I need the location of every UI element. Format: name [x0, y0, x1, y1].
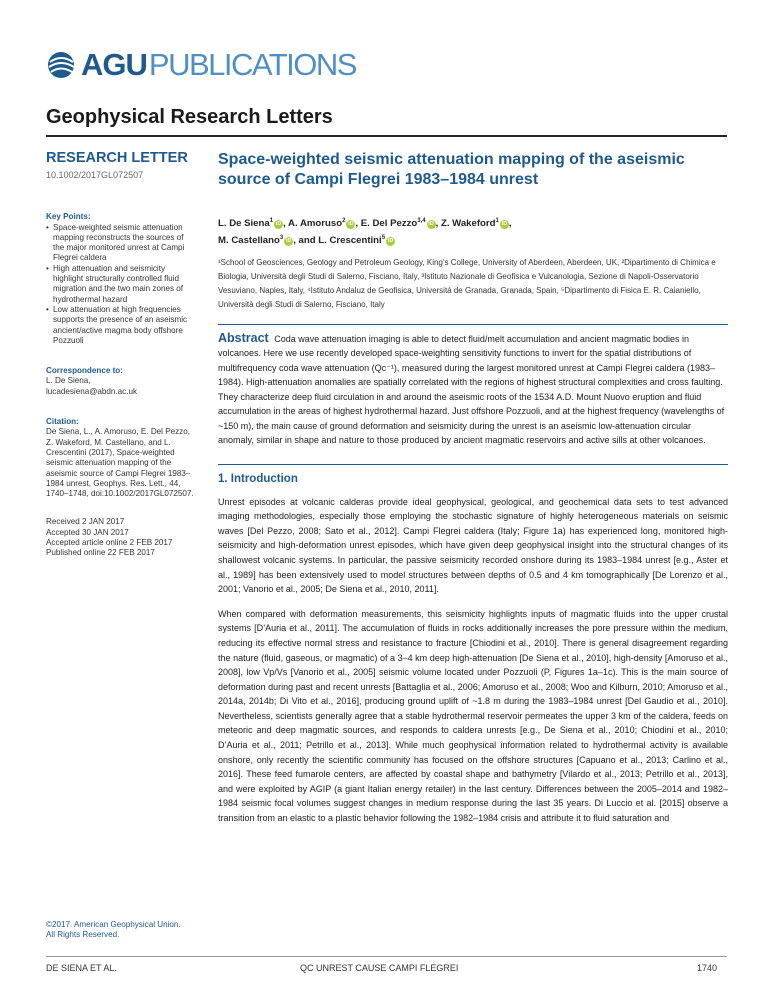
- key-points-list: [46, 223, 196, 347]
- orcid-icon[interactable]: iD: [387, 238, 394, 245]
- key-point: • Low attenuation at high frequencies supports the presence of an aseismic ancient/active magma body offshore Pozzuoli: [46, 305, 196, 346]
- copyright-line2: All Rights Reserved.: [46, 930, 120, 940]
- article-type: RESEARCH LETTER: [46, 150, 188, 166]
- doi[interactable]: 10.1002/2017GL072507: [46, 170, 144, 180]
- footer-rule: [46, 956, 727, 957]
- author: E. Del Pezzo$^{3,4}$iD ,: [360, 218, 439, 230]
- date-published: Published online 22 FEB 2017: [46, 548, 155, 558]
- copyright-line1: ©2017. American Geophysical Union.: [46, 920, 181, 929]
- orcid-icon[interactable]: iD: [285, 238, 292, 245]
- key-point: • Space-weighted seismic attenuation mapping reconstructs the sources of the major monitored unrest at Campi Flegrei caldera: [46, 223, 196, 264]
- copyright: [46, 920, 181, 941]
- journal-title: Geophysical Research Letters: [46, 106, 333, 128]
- key-points-heading: Key Points:: [46, 212, 91, 222]
- date-received: Received 2 JAN 2017: [46, 517, 125, 527]
- footer-running-title: QC UNREST CAUSE CAMPI FLEGREI: [300, 963, 459, 973]
- correspondence-name: L. De Siena,: [46, 376, 91, 386]
- date-accepted: Accepted 30 JAN 2017: [46, 527, 129, 537]
- intro-paragraph-2: When compared with deformation measurements, this seismicity highlights inputs of magmatic fluids into the upper crustal systems [D’Auria et al., 2011]. The accumulation of fluids in rocks additionally increases the pore pressure within the medium, reducing its effective normal stress and resistance to fracture [Chiodini et al., 2010]. There is general disagreement regarding the nature (fluid, gaseous, or magmatic) of a 3–4 km deep high-attenuation [De Siena et al., 2010], high-density [Amoruso et al., 2008], low Vp/Vs [Vanorio et al., 2005] seismic volume located under Pozzuoli (P, Figures 1a–1c). This is the main source of deformation during past and recent unrests [Battaglia et al., 2006; Amoruso et al., 2008; Woo and Kilburn, 2010; Amoruso et al., 2014a, 2014b; Di Vito et al., 2016], producing ground uplift of ~1.8 m during the 1983–1984 unrest [Del Gaudio et al., 2010]. Nevertheless, scientists generally agree that a stable hydrothermal reservoir permeates the upper 3 km of the caldera, feeds on meteoric and deep magmatic sources, and responds to caldera unrests [e.g., De Siena et al., 2010; Chiodini et al., 2010; D’Auria et al., 2011; Petrillo et al., 2013]. While much geophysical information related to hydrothermal activity is available onshore, only recently the scientific community has focused on the offshore structures [Capuano et al., 2013; Carlino et al., 2016]. These feed fumarole centers, are affected by coastal shape and bathymetry [Vilardo et al., 2013; Petrillo et al., 2013], and were exploited by AGIP (a giant Italian energy retailer) in the last century. Differences between the 2005–2014 and 1982–1984 seismic focal volumes suggest changes in medium response during the last 35 years. Di Luccio et al. [2015] observe a transition from an elastic to a plastic behavior following the 1982–1984 crisis and attribute it to fluid saturation and: [218, 608, 728, 824]
- intro-paragraph-1: Unrest episodes at volcanic calderas provide ideal geophysical, geological, and geochemical data sets to test advanced imaging methodologies, especially those employing the stochastic signature of highly heterogeneous materials on seismic waves [Del Pezzo, 2008; Sato et al., 2012]. Campi Flegrei caldera (Italy; Figure 1a) has experienced long, monitored high-seismicity and high-deformation unrest episodes, which have given deep geophysical insight into the structural changes of its shallowest volcanic systems. In particular, the passive seismicity recorded onshore during its 1983–1984 unrest [e.g., Aster et al., 1989] has been extensively used to model structures between depths of 0.5 and 4 km tomographically [De Lorenzo et al., 2001; Vanorio et al., 2005; De Siena et al., 2010, 2011].: [218, 496, 728, 595]
- author: L. De Siena$^1$iD ,: [218, 218, 286, 230]
- affiliations: ¹School of Geosciences, Geology and Petroleum Geology, King’s College, University of Aberdeen, Aberdeen, UK, ²Dipartimento di Chimica e Biologia, Università degli Studi di Salerno, Fisciano, Italy, ³Istituto Nazionale di Geofisica e Vulcanologia, Sezione di Napoli-Osservatorio Vesuviano, Naples, Italy, ⁴Istituto Andaluz de Geofisica, Universitá de Granada, Granada, Spain, ⁵Dipartimento di Fisica E. R. Caianiello, Università degli Studi di Salerno, Fisciano, Italy: [218, 258, 716, 309]
- header-rule: [46, 135, 727, 137]
- orcid-icon[interactable]: iD: [501, 221, 508, 228]
- author-list: [218, 214, 728, 248]
- date-online: Accepted article online 2 FEB 2017: [46, 538, 173, 548]
- agu-logo: [46, 48, 356, 82]
- agu-globe-icon: [46, 50, 80, 80]
- article-main: [218, 150, 728, 826]
- sidebar: [46, 150, 196, 940]
- intro-heading: 1. Introduction: [218, 472, 298, 485]
- author: Z. Wakeford$^1$iD ,: [440, 218, 512, 230]
- author: A. Amoruso$^2$iD ,: [288, 218, 359, 230]
- abstract-rule: [218, 324, 728, 325]
- logo-publications-text: PUBLICATIONS: [148, 47, 356, 82]
- orcid-icon[interactable]: iD: [428, 221, 434, 228]
- author: L. Crescentini$^5$iD: [318, 235, 394, 247]
- authors-and: and: [298, 235, 316, 247]
- key-point: • High attenuation and seismicity highlight structurally controlled fluid migration and the two main zones of hydrothermal hazard: [46, 264, 196, 305]
- abstract-text: Coda wave attenuation imaging is able to detect fluid/melt accumulation and ancient magmatic bodies in volcanoes. Here we use recently developed space-weighting sensitivity functions to invert for the spatial distributions of multifrequency coda wave attenuation (Qc⁻¹), measured during the largest monitored unrest at Campi Flegrei caldera (1983–1984). High-attenuation anomalies are spatially correlated with the regions of highest structural complexities and cross faulting. They characterize deep fluid circulation in and around the aseismic roots of the 1534 A.D. Mount Nuovo eruption and fluid accumulation in the areas of highest hydrothermal hazard. Just offshore Pozzuoli, and at the highest frequency (wavelengths of ~150 m), the main cause of ground deformation and seismicity during the unrest is an aseismic low-attenuation circular anomaly, similar in shape and nature to those produced by ancient magmatic reservoirs and active sills at other volcanoes.: [218, 333, 725, 446]
- abstract-label: Abstract: [218, 330, 269, 345]
- footer-authors: DE SIENA ET AL.: [46, 963, 117, 973]
- page-number: 1740: [697, 963, 718, 973]
- article-title: Space-weighted seismic attenuation mapping of the aseismic source of Campi Flegrei 1983–1984 unrest: [218, 151, 685, 188]
- correspondence-heading: Correspondence to:: [46, 366, 123, 376]
- orcid-icon[interactable]: iD: [275, 221, 282, 228]
- orcid-icon[interactable]: iD: [348, 221, 354, 228]
- citation-heading: Citation:: [46, 417, 79, 427]
- abstract: [218, 331, 728, 448]
- intro-rule: [218, 464, 728, 465]
- citation-text: De Siena, L., A. Amoruso, E. Del Pezzo, Z. Wakeford, M. Castellano, and L. Crescentini (2017), Space-weighted seismic attenuation mapping of the aseismic source of Campi Flegrei 1983–1984 unrest, Geophys. Res. Lett., 44, 1740–1748, doi:10.1002/2017GL072507.: [46, 427, 194, 499]
- author: M. Castellano$^3$iD ,: [218, 235, 296, 247]
- logo-agu-text: AGU: [81, 47, 147, 82]
- correspondence-email[interactable]: lucadesiena@abdn.ac.uk: [46, 386, 138, 396]
- dates-block: [46, 517, 196, 558]
